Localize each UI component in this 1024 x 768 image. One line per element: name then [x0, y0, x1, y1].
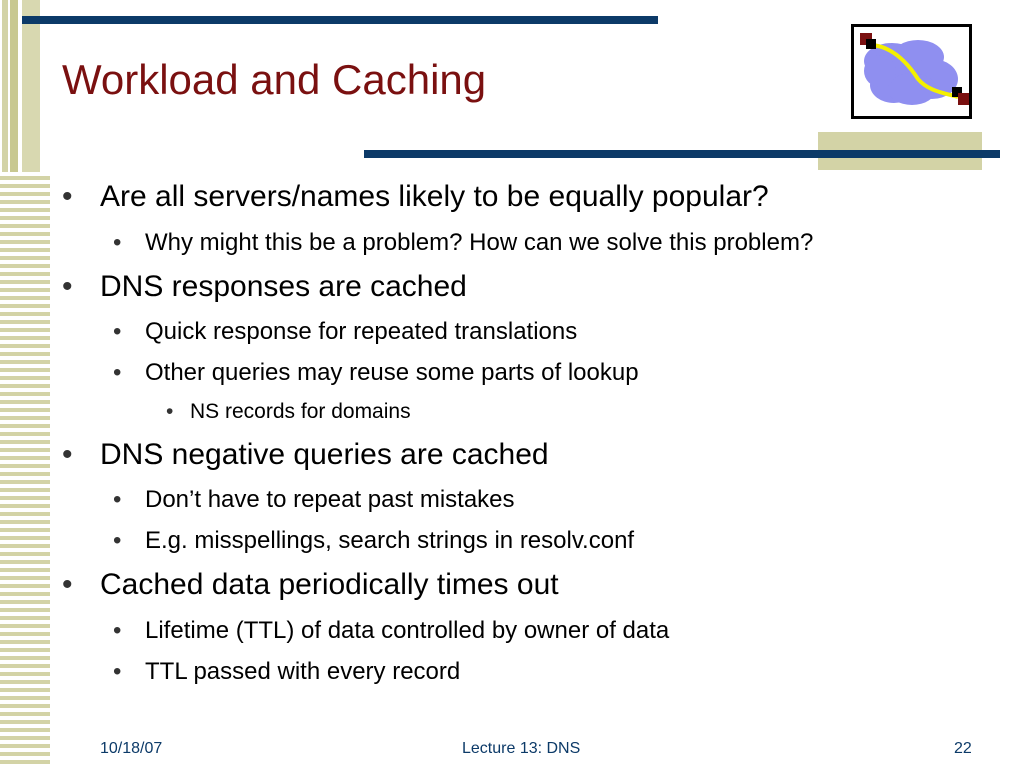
bullet-item: E.g. misspellings, search strings in resolv.conf	[145, 527, 635, 554]
bullet-marker: •	[113, 658, 122, 685]
footer-date: 10/18/07	[100, 740, 163, 757]
bullet-marker: •	[113, 229, 122, 256]
bullet-item: Don’t have to repeat past mistakes	[145, 486, 515, 513]
bullet-marker: •	[113, 486, 122, 513]
bullet-marker: •	[113, 359, 122, 386]
bullet-item: Are all servers/names likely to be equally popular?	[100, 180, 769, 213]
mid-accent-bar	[364, 150, 1000, 158]
bullet-marker: •	[113, 318, 122, 345]
footer-page-number: 22	[954, 740, 972, 757]
bullet-item: Why might this be a problem? How can we solve this problem?	[145, 229, 814, 256]
bullet-marker: •	[62, 180, 73, 213]
bullet-item: Lifetime (TTL) of data controlled by owner of data	[145, 617, 670, 644]
bullet-item: Cached data periodically times out	[100, 568, 559, 601]
bullet-marker: •	[62, 270, 73, 303]
footer-lecture: Lecture 13: DNS	[462, 740, 581, 757]
network-cloud-icon	[851, 24, 972, 119]
bullet-item: DNS responses are cached	[100, 270, 467, 303]
bullet-marker: •	[62, 438, 73, 471]
decorative-stripe-header	[0, 0, 50, 172]
bullet-item: DNS negative queries are cached	[100, 438, 549, 471]
bullet-marker: •	[62, 568, 73, 601]
bullet-item: Quick response for repeated translations	[145, 318, 578, 345]
bullet-item: Other queries may reuse some parts of lookup	[145, 359, 639, 386]
slide-title: Workload and Caching	[62, 56, 487, 103]
bullet-marker: •	[113, 617, 122, 644]
bullet-marker: •	[113, 527, 122, 554]
bullet-item: NS records for domains	[190, 400, 411, 423]
bullet-item: TTL passed with every record	[145, 658, 461, 685]
top-accent-bar	[22, 16, 658, 24]
bullet-marker: •	[166, 400, 174, 423]
